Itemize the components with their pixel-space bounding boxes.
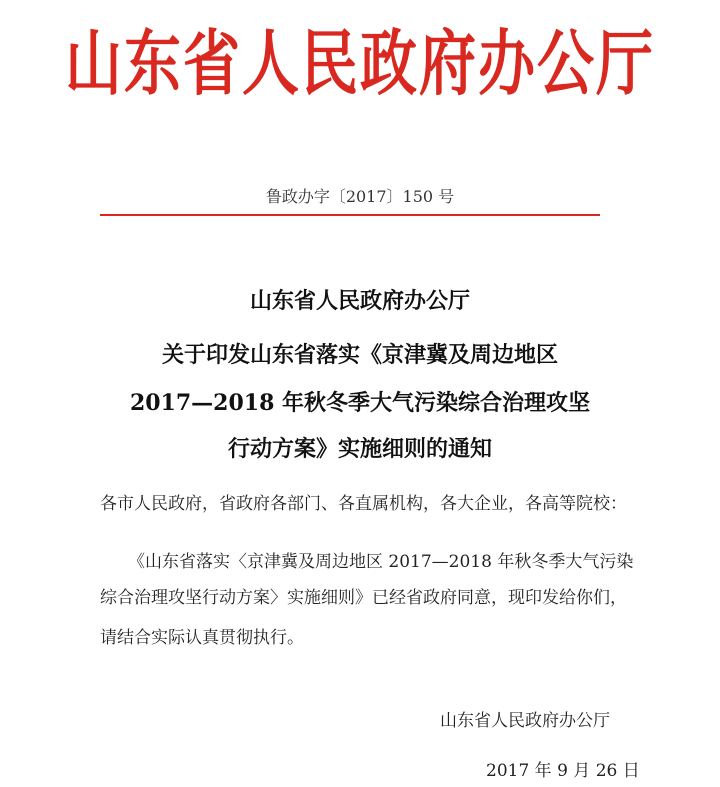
notice-title-line-2: 关于印发山东省落实《京津冀及周边地区 [161,342,558,368]
notice-title-line-1: 山东省人民政府办公厅 [249,288,470,314]
addressee: 各市人民政府，省政府各部门、各直属机构，各大企业，各高等院校： [100,494,627,514]
document-number: 鲁政办字〔2017〕150 号 [265,187,455,206]
body-paragraph-line-2: 综合治理攻坚行动方案〉实施细则》已经省政府同意，现印发给你们， [100,588,627,608]
red-divider-line [100,214,600,216]
issuing-office-signature: 山东省人民政府办公厅 [440,711,610,731]
masthead-title: 山东省人民政府办公厅 [65,21,655,106]
notice-title-line-3: 2017—2018 年秋冬季大气污染综合治理攻坚 [129,390,591,416]
body-paragraph-line-1: 《山东省落实〈京津冀及周边地区 2017—2018 年秋冬季大气污染 [128,552,634,572]
issue-date: 2017 年 9 月 26 日 [486,761,640,781]
body-paragraph-line-3: 请结合实际认真贯彻执行。 [100,628,304,648]
notice-title-line-4: 行动方案》实施细则的通知 [227,436,492,462]
